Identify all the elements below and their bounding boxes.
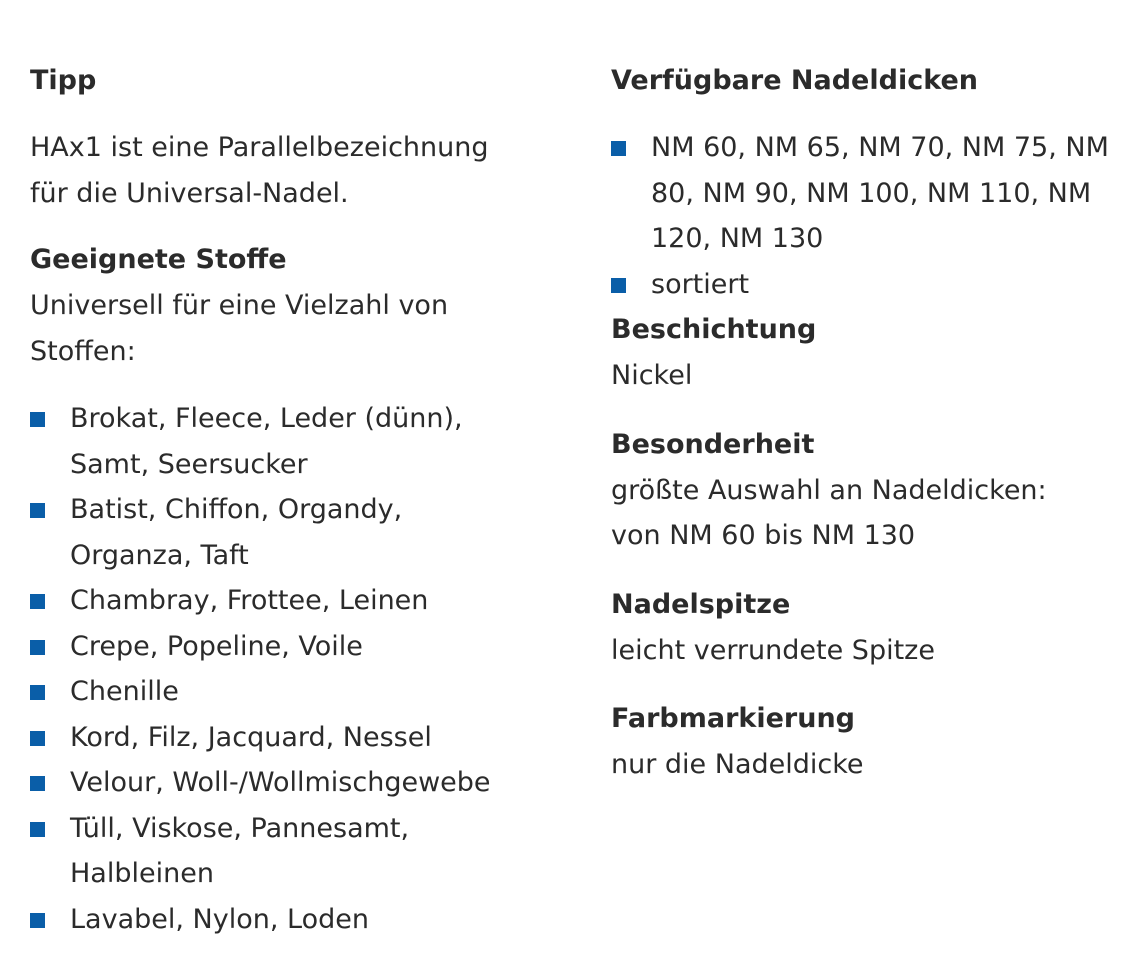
- besonderheit-section: [611, 422, 1131, 559]
- bullet-square-icon: [611, 141, 626, 156]
- geeignete-stoffe-heading: Geeignete Stoffe: [30, 244, 287, 275]
- nadelspitze-section: [611, 582, 1131, 674]
- farbmarkierung-section: [611, 696, 1131, 788]
- list-item: [30, 715, 550, 761]
- list-item-text: sortiert: [651, 268, 750, 300]
- nadelspitze-heading: Nadelspitze: [611, 588, 791, 620]
- besonderheit-text: größte Auswahl an Nadeldicken: von NM 60 bis NM 130: [611, 474, 1047, 551]
- list-item-text: Tüll, Viskose, Pannesamt, Halbleinen: [70, 812, 410, 889]
- bullet-square-icon: [30, 913, 45, 928]
- nadeldicken-section: [611, 58, 1131, 307]
- list-item: [30, 396, 550, 487]
- right-column: [611, 58, 1131, 788]
- bullet-square-icon: [30, 731, 45, 746]
- list-item: [30, 669, 550, 715]
- bullet-square-icon: [30, 822, 45, 837]
- bullet-square-icon: [30, 594, 45, 609]
- list-item-text: Lavabel, Nylon, Loden: [70, 903, 369, 935]
- bullet-square-icon: [30, 685, 45, 700]
- list-item: [30, 897, 550, 943]
- stoffe-list: [30, 396, 550, 942]
- list-item: [30, 487, 550, 578]
- list-item: [611, 125, 1131, 262]
- list-item-text: NM 60, NM 65, NM 70, NM 75, NM 80, NM 90, NM 100, NM 110, NM 120, NM 130: [651, 132, 1109, 254]
- tipp-text: HAx1 ist eine Parallelbezeichnung für die Universal-Nadel.: [30, 132, 489, 209]
- nadeldicken-heading: Verfügbare Nadeldicken: [611, 65, 978, 96]
- list-item: [611, 262, 1131, 308]
- bullet-square-icon: [30, 776, 45, 791]
- bullet-square-icon: [30, 503, 45, 518]
- beschichtung-heading: Beschichtung: [611, 314, 817, 345]
- geeignete-stoffe-text: Universell für eine Vielzahl von Stoffen:: [30, 290, 449, 367]
- geeignete-stoffe-section: [30, 237, 570, 942]
- list-item-text: Brokat, Fleece, Leder (dünn), Samt, Seersucker: [70, 403, 463, 480]
- list-item: [30, 760, 550, 806]
- list-item-text: Kord, Filz, Jacquard, Nessel: [70, 721, 432, 753]
- list-item: [30, 806, 550, 897]
- bullet-square-icon: [30, 640, 45, 655]
- nadelspitze-text: leicht verrundete Spitze: [611, 634, 935, 666]
- list-item-text: Chambray, Frottee, Leinen: [70, 585, 429, 616]
- left-column: [30, 58, 570, 942]
- list-item-text: Chenille: [70, 676, 179, 707]
- nadeldicken-list: [611, 125, 1131, 307]
- farbmarkierung-text: nur die Nadeldicke: [611, 749, 864, 780]
- list-item-text: Crepe, Popeline, Voile: [70, 630, 363, 662]
- beschichtung-section: [611, 307, 1131, 399]
- tipp-heading: Tipp: [30, 65, 97, 96]
- list-item: [30, 578, 550, 624]
- farbmarkierung-heading: Farbmarkierung: [611, 703, 856, 734]
- list-item-text: Velour, Woll-/Wollmischgewebe: [70, 767, 491, 798]
- bullet-square-icon: [30, 412, 45, 427]
- besonderheit-heading: Besonderheit: [611, 428, 815, 460]
- list-item: [30, 624, 550, 670]
- bullet-square-icon: [611, 278, 626, 293]
- beschichtung-text: Nickel: [611, 360, 693, 391]
- tipp-section: [30, 58, 570, 216]
- list-item-text: Batist, Chiffon, Organdy, Organza, Taft: [70, 494, 403, 571]
